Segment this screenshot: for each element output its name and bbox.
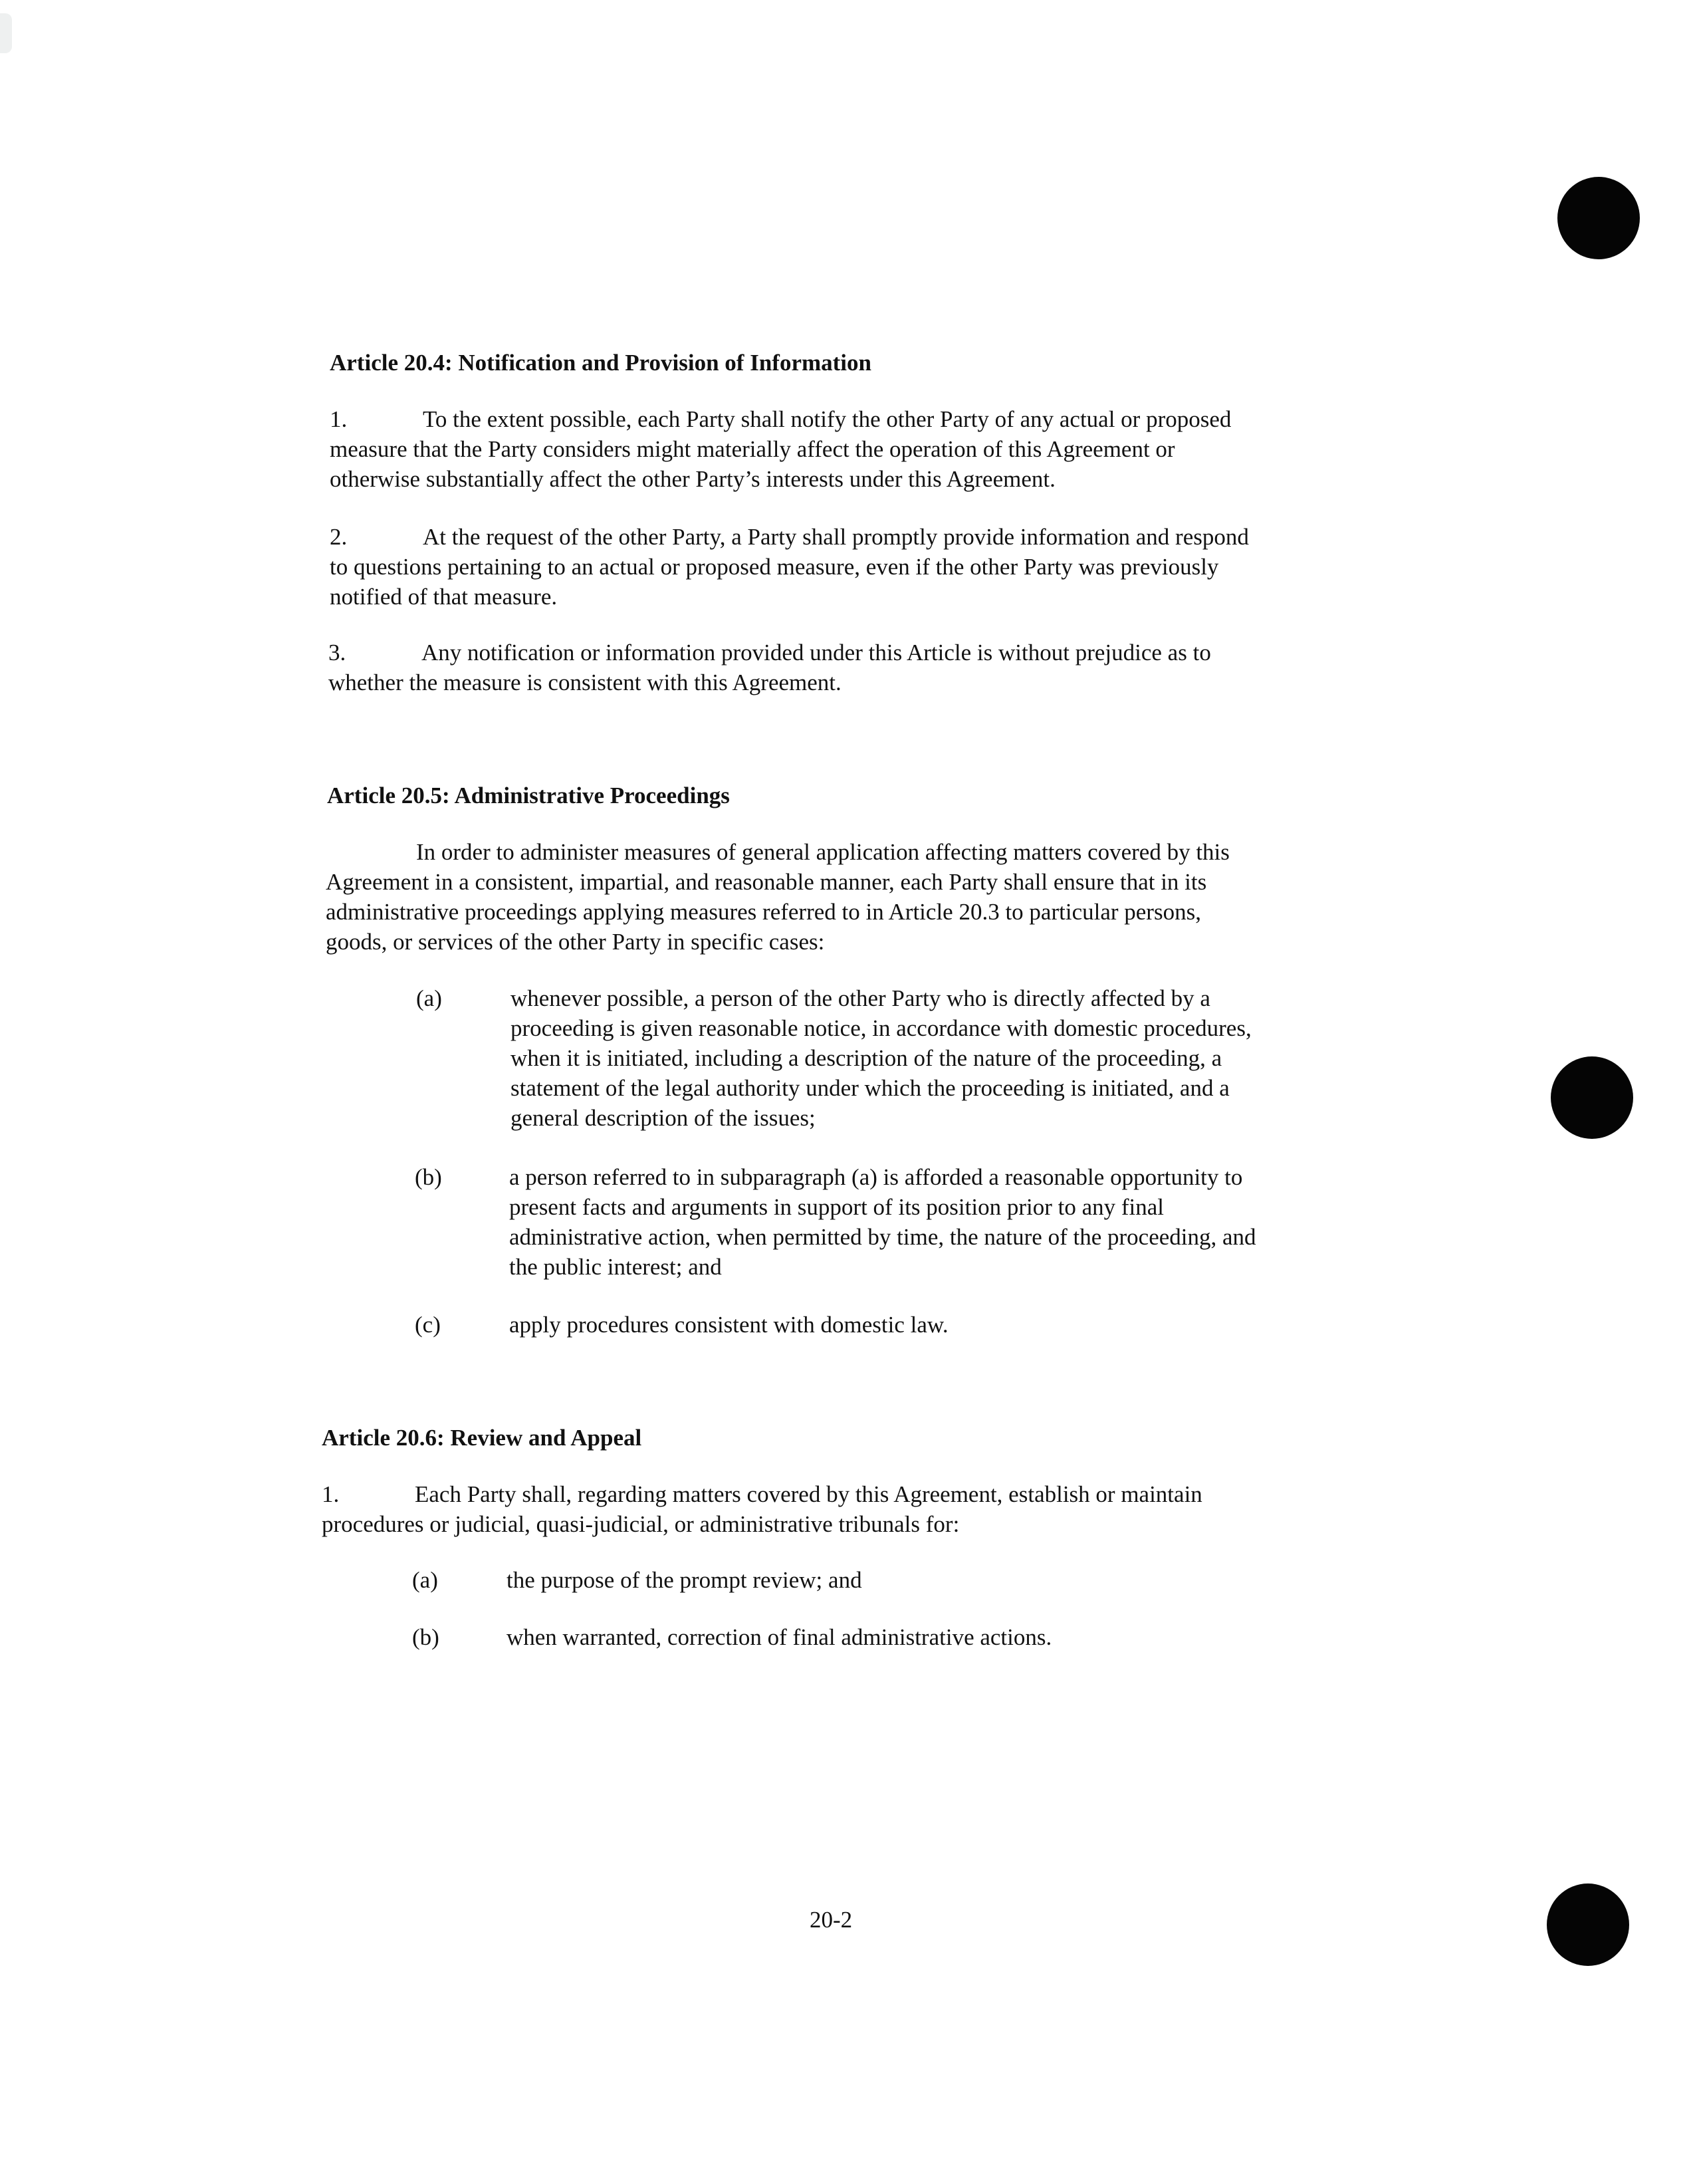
- subparagraph-a-line-5: general description of the issues;: [510, 1105, 816, 1131]
- subparagraph-label-c: (c): [415, 1312, 441, 1338]
- review-item-b-text: when warranted, correction of final administrative actions.: [507, 1624, 1052, 1650]
- subparagraph-a-line-1: whenever possible, a person of the other Party who is directly affected by a: [510, 985, 1210, 1011]
- article-20-6-para-1-line-2: procedures or judicial, quasi-judicial, or administrative tribunals for:: [322, 1511, 960, 1537]
- article-20-4-para-1-line-1: 1. To the extent possible, each Party shall notify the other Party of any actual or proposed: [330, 404, 1231, 434]
- para-number: 1.: [330, 406, 348, 432]
- review-item-label-a: (a): [412, 1567, 438, 1593]
- article-20-4-para-2-line-2: to questions pertaining to an actual or proposed measure, even if the other Party was previously: [330, 554, 1219, 580]
- article-20-4-para-2-line-3: notified of that measure.: [330, 584, 558, 610]
- subparagraph-c-line-1: apply procedures consistent with domestic law.: [509, 1312, 949, 1338]
- para-number: 3.: [328, 640, 346, 666]
- article-20-4-heading: Article 20.4: Notification and Provision of Information: [330, 350, 871, 376]
- para-number: 2.: [330, 524, 348, 550]
- article-20-6-heading: Article 20.6: Review and Appeal: [322, 1425, 642, 1451]
- subparagraph-b-line-2: present facts and arguments in support of its position prior to any final: [509, 1194, 1165, 1220]
- article-20-4-para-3-line-2: whether the measure is consistent with this Agreement.: [328, 669, 842, 695]
- review-item-a-text: the purpose of the prompt review; and: [507, 1567, 862, 1593]
- article-20-4-para-3-line-1: 3. Any notification or information provided under this Article is without prejudice as to: [328, 638, 1211, 667]
- page-number: 20-2: [810, 1907, 853, 1933]
- subparagraph-a-line-4: statement of the legal authority under which the proceeding is initiated, and a: [510, 1075, 1230, 1101]
- subparagraph-label-a: (a): [416, 985, 442, 1011]
- review-item-label-b: (b): [412, 1624, 439, 1650]
- article-20-6-para-1-line-1: 1. Each Party shall, regarding matters covered by this Agreement, establish or maintain: [322, 1479, 1202, 1509]
- subparagraph-b-line-4: the public interest; and: [509, 1254, 722, 1280]
- article-20-4-para-1-line-2: measure that the Party considers might materially affect the operation of this Agreement or: [330, 436, 1175, 462]
- article-20-5-heading: Article 20.5: Administrative Proceedings: [327, 783, 730, 808]
- article-20-4-para-2-line-1: 2. At the request of the other Party, a Party shall promptly provide information and respond: [330, 522, 1249, 552]
- subparagraph-label-b: (b): [415, 1164, 442, 1190]
- punch-hole-middle: [1551, 1056, 1633, 1139]
- article-20-5-intro-line-2: Agreement in a consistent, impartial, and reasonable manner, each Party shall ensure that in its: [326, 869, 1207, 895]
- punch-hole-top: [1557, 177, 1640, 259]
- subparagraph-a-line-2: proceeding is given reasonable notice, in accordance with domestic procedures,: [510, 1015, 1252, 1041]
- subparagraph-b-line-3: administrative action, when permitted by time, the nature of the proceeding, and: [509, 1224, 1256, 1250]
- article-20-5-intro-line-3: administrative proceedings applying measures referred to in Article 20.3 to particular persons,: [326, 899, 1201, 925]
- article-20-4-para-1-line-3: otherwise substantially affect the other Party’s interests under this Agreement.: [330, 466, 1056, 492]
- punch-hole-bottom: [1547, 1883, 1629, 1966]
- subparagraph-b-line-1: a person referred to in subparagraph (a) is afforded a reasonable opportunity to: [509, 1164, 1243, 1190]
- para-number: 1.: [322, 1481, 340, 1507]
- subparagraph-a-line-3: when it is initiated, including a description of the nature of the proceeding, a: [510, 1045, 1222, 1071]
- scan-edge-mark: [0, 13, 12, 53]
- article-20-5-intro-line-1: In order to administer measures of general application affecting matters covered by this: [416, 839, 1230, 865]
- article-20-5-intro-line-4: goods, or services of the other Party in specific cases:: [326, 929, 825, 955]
